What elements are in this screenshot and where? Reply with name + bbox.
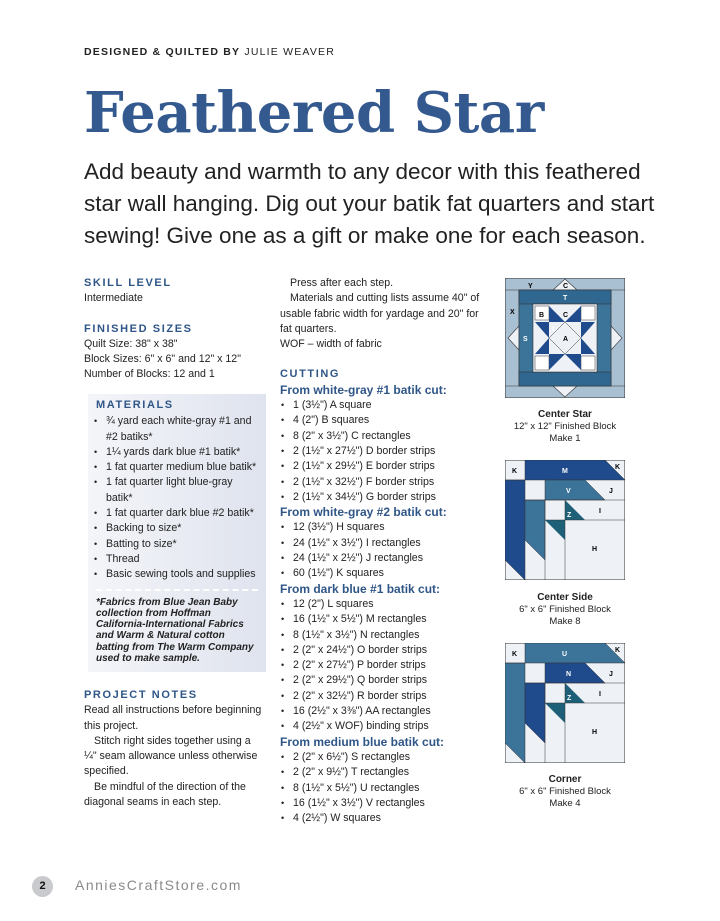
block-size: 6" x 6" Finished Block (519, 786, 611, 797)
label-u: U (562, 651, 568, 658)
label-z: Z (567, 512, 572, 519)
materials-item: • 1 fat quarter dark blue #2 batik* (93, 506, 259, 521)
label-j: J (609, 671, 613, 678)
corner-diagram (505, 643, 625, 763)
materials-item: • Thread (93, 552, 259, 567)
materials-item: • Batting to size* (93, 537, 259, 552)
cutting-heading: CUTTING (280, 368, 341, 381)
label-i: I (599, 691, 601, 698)
left-column (84, 276, 266, 383)
block-make: Make 8 (549, 616, 581, 627)
intro-text: Add beauty and warmth to any decor with this feathered star wall hanging. Dig out your batik fat quarters and start sewing! Give one as a gift or make one for each season. (84, 159, 655, 248)
materials-item: • Basic sewing tools and supplies (93, 567, 259, 582)
cutting-group-list (280, 398, 480, 505)
materials-heading: MATERIALS (96, 399, 174, 411)
intro-paragraph: Materials and cutting lists assume 40" of usable fabric width for yardage and 20" for fat quarters. (280, 292, 480, 335)
middle-column (280, 276, 480, 826)
cutting-item: • 2 (2" x 6½") S rectangles (280, 750, 480, 765)
label-t: T (563, 295, 568, 302)
materials-note: *Fabrics from Blue Jean Baby collection from Hoffman California-International Fabrics and Warm & Natural cotton batting from The Warm Company used to make sample. (96, 596, 254, 665)
block-size: 6" x 6" Finished Block (519, 604, 611, 615)
cutting-item: • 2 (2" x 9½") T rectangles (280, 765, 480, 780)
label-k: K (615, 464, 621, 471)
label-k: K (512, 651, 518, 658)
note-paragraph: Read all instructions before beginning this project. (84, 704, 262, 732)
block-size: 12" x 12" Finished Block (513, 421, 617, 432)
materials-list (93, 414, 259, 582)
cutting-item: • 24 (1½" x 2½") J rectangles (280, 551, 480, 566)
cutting-group-title: From white-gray #2 batik cut: (280, 505, 447, 520)
cutting-item: • 4 (2½" x WOF) binding strips (280, 719, 480, 734)
materials-item: • 1¼ yards dark blue #1 batik* (93, 445, 259, 460)
label-v: V (566, 488, 571, 495)
block-name: Center Side (537, 592, 593, 603)
cutting-item: • 2 (1½" x 29½") E border strips (280, 459, 480, 474)
cutting-group-title: From medium blue batik cut: (280, 734, 445, 749)
label-m: M (562, 468, 568, 475)
cutting-item: • 8 (1½" x 3½") N rectangles (280, 628, 480, 643)
designer-name: JULIE WEAVER (244, 46, 336, 58)
intro-paragraph: WOF – width of fabric (280, 338, 382, 351)
label-k: K (615, 647, 621, 654)
label-a: A (563, 336, 569, 343)
page-title: Feathered Star (84, 80, 544, 146)
materials-item: • 1 fat quarter light blue-gray batik* (93, 475, 259, 506)
quilt-size: Quilt Size: 38" x 38" (84, 337, 178, 350)
cutting-item: • 2 (2" x 29½") Q border strips (280, 673, 480, 688)
cutting-item: • 2 (2" x 32½") R border strips (280, 689, 480, 704)
label-z: Z (567, 695, 572, 702)
block-name: Center Star (538, 409, 592, 420)
label-s: S (523, 336, 528, 343)
cutting-item: • 2 (2" x 24½") O border strips (280, 643, 480, 658)
cutting-group-list (280, 597, 480, 735)
byline-prefix: DESIGNED & QUILTED BY (84, 46, 241, 58)
label-c: C (563, 312, 569, 319)
label-h: H (592, 546, 598, 553)
block-sizes: Block Sizes: 6" x 6" and 12" x 12" (84, 353, 241, 366)
cutting-item: • 24 (1½" x 3½") I rectangles (280, 536, 480, 551)
block-make: Make 1 (549, 433, 581, 444)
label-l: L (552, 326, 557, 333)
label-n: N (566, 671, 572, 678)
center-star-diagram (505, 278, 625, 398)
cutting-item: • 16 (1½" x 5½") M rectangles (280, 612, 480, 627)
cutting-group-list (280, 520, 480, 581)
cutting-item: • 16 (2½" x 3⅜") AA rectangles (280, 704, 480, 719)
project-notes (84, 688, 266, 810)
center-side-diagram (505, 460, 625, 580)
cutting-item: • 2 (2" x 27½") P border strips (280, 658, 480, 673)
label-x: X (510, 309, 515, 316)
cutting-list (280, 383, 480, 827)
cutting-group-title: From white-gray #1 batik cut: (280, 382, 447, 397)
label-b: B (539, 312, 545, 319)
cutting-item: • 2 (1½" x 34½") G border strips (280, 490, 480, 505)
cutting-item: • 4 (2") B squares (280, 413, 480, 428)
corner-caption (480, 774, 650, 810)
byline (84, 46, 335, 58)
cutting-item: • 12 (3½") H squares (280, 520, 480, 535)
project-notes-heading: PROJECT NOTES (84, 689, 198, 701)
cutting-item: • 8 (2" x 3½") C rectangles (280, 429, 480, 444)
label-i: I (599, 508, 601, 515)
cutting-item: • 4 (2½") W squares (280, 811, 480, 826)
block-make: Make 4 (549, 798, 581, 809)
note-paragraph: Be mindful of the direction of the diagonal seams in each step. (84, 780, 246, 809)
center-side-caption (480, 592, 650, 628)
materials-box (88, 394, 266, 672)
label-h: H (592, 729, 598, 736)
cutting-item: • 2 (1½" x 27½") D border strips (280, 444, 480, 459)
cutting-group-title: From dark blue #1 batik cut: (280, 581, 441, 596)
block-name: Corner (548, 774, 582, 785)
cutting-item: • 16 (1½" x 3½") V rectangles (280, 796, 480, 811)
cutting-item: • 12 (2") L squares (280, 597, 480, 612)
materials-item: • Backing to size* (93, 521, 259, 536)
label-c: C (563, 283, 569, 290)
center-star-caption (480, 409, 650, 445)
website-link[interactable]: AnniesCraftStore.com (75, 877, 242, 893)
cutting-group-list (280, 750, 480, 826)
page-number: 2 (32, 876, 53, 897)
skill-level-heading: SKILL LEVEL (84, 277, 172, 289)
label-y: Y (528, 283, 533, 290)
skill-level-value: Intermediate (84, 292, 143, 305)
cutting-item: • 60 (1½") K squares (280, 566, 480, 581)
materials-item: • 1 fat quarter medium blue batik* (93, 460, 259, 475)
label-k: K (512, 468, 518, 475)
divider (96, 589, 258, 591)
intro-paragraph: Press after each step. (290, 277, 394, 289)
materials-item: • ¾ yard each white-gray #1 and #2 batiks* (93, 414, 259, 445)
cutting-item: • 1 (3½") A square (280, 398, 480, 413)
finished-sizes-heading: FINISHED SIZES (84, 322, 193, 335)
number-of-blocks: Number of Blocks: 12 and 1 (84, 368, 215, 381)
label-j: J (609, 488, 613, 495)
cutting-item: • 8 (1½" x 5½") U rectangles (280, 781, 480, 796)
note-paragraph: Stitch right sides together using a ¼" seam allowance unless otherwise specified. (84, 734, 258, 778)
cutting-item: • 2 (1½" x 32½") F border strips (280, 475, 480, 490)
